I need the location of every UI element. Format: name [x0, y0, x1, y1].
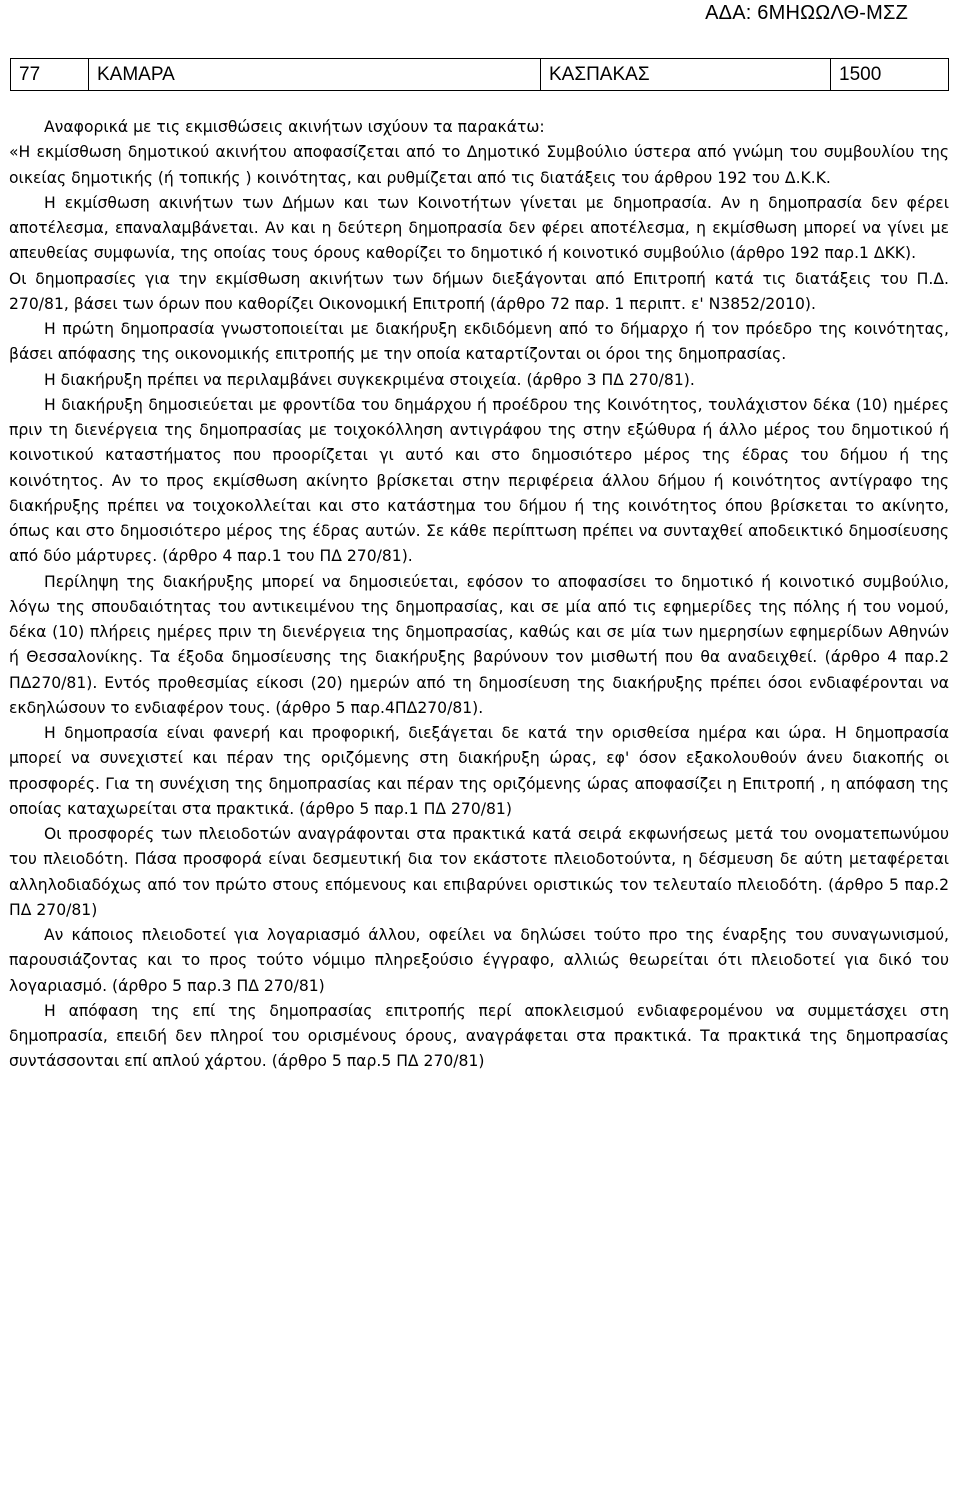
paragraph: Οι δημοπρασίες για την εκμίσθωση ακινήτων των δήμων διεξάγονται από Επιτροπή κατά τις διατάξεις του Π.Δ. 270/81, βάσει των όρων που καθορίζει Οικονομική Επιτροπή (άρθρο 72 παρ. 1 περιπτ. ε' Ν3852/2010).	[9, 269, 949, 313]
paragraph: Περίληψη της διακήρυξης μπορεί να δημοσιεύεται, εφόσον το αποφασίσει το δημοτικό ή κοινοτικό συμβούλιο, λόγω της σπουδαιότητας του αντικειμένου της δημοπρασίας, και σε μία από τις εφημερίδες της πόλης ή του νομού, δέκα (10) πλήρεις ημέρες πριν τη διενέργεια της δημοπρασίας, καθώς και σε μία των ημερησίων εφημερίδων Αθηνών ή Θεσσαλονίκης. Τα έξοδα δημοσίευσης της διακήρυξης βαρύνουν τον μισθωτή που θα αναδειχθεί. (άρθρο 4 παρ.2 ΠΔ270/81). Εντός προθεσμίας είκοσι (20) ημερών από τη δημοσίευση της διακήρυξης πρέπει όσοι ενδιαφέρονται να εκδηλώσουν το ενδιαφέρον τους. (άρθρο 5 παρ.4ΠΔ270/81).	[9, 572, 949, 717]
document-body	[9, 115, 949, 1075]
ada-code: ΑΔΑ: 6ΜΗΩΩΛΘ-ΜΣΖ	[705, 2, 908, 24]
paragraph: Η διακήρυξη δημοσιεύεται με φροντίδα του δημάρχου ή προέδρου της Κοινότητος, τουλάχιστον δέκα (10) ημέρες πριν τη διενέργεια της δημοπρασίας με τοιχοκόλληση αντιγράφου της στην εξώθυρα ή άλλο μέρος του δημοτικού ή κοινοτικού καταστήματος που προορίζεται γι αυτό και στο δημοσιότερο μέρος της έδρας του δήμου ή της κοινότητος. Αν το προς εκμίσθωση ακίνητο βρίσκεται στην περιφέρεια άλλου δήμου ή κοινότητος αντίγραφο της διακήρυξης πρέπει να τοιχοκολλείται και στο κατάστημα του δήμου ή της κοινότητος όπου βρίσκεται το ακίνητο, όπως και στο δημοσιότερο μέρος της έδρας αυτών. Σε κάθε περίπτωση πρέπει να συνταχθεί αποδεικτικό δημοσίευσης από δύο μάρτυρες. (άρθρο 4 παρ.1 του ΠΔ 270/81).	[9, 395, 949, 566]
paragraph: Αν κάποιος πλειοδοτεί για λογαριασμό άλλου, οφείλει να δηλώσει τούτο προ της έναρξης του συναγωνισμού, παρουσιάζοντας και το προς τούτο νόμιμο πληρεξούσιο έγγραφο, αλλιώς θεωρείται ότι πλειοδοτεί για δικό του λογαριασμό. (άρθρο 5 παρ.3 ΠΔ 270/81)	[9, 926, 949, 995]
paragraph: Η πρώτη δημοπρασία γνωστοποιείται με διακήρυξη εκδιδόμενη από το δήμαρχο ή τον πρόεδρο της κοινότητας, βάσει απόφασης της οικονομικής επιτροπής με την οποία καταρτίζονται οι όροι της δημοπρασίας.	[9, 320, 949, 364]
cell-size: 1500	[831, 59, 949, 91]
paragraph: Η δημοπρασία είναι φανερή και προφορική, διεξάγεται δε κατά την ορισθείσα ημέρα και ώρα. Η δημοπρασία μπορεί να συνεχιστεί και πέραν της οριζόμενης στη διακήρυξη ώρας, εφ' όσον εξακολουθούν άνευ διακοπής οι προσφορές. Για τη συνέχιση της δημοπρασίας και πέραν της οριζόμενης ώρας αποφασίζει η Επιτροπή , η απόφαση της οποίας καταχωρείται στα πρακτικά. (άρθρο 5 παρ.1 ΠΔ 270/81)	[9, 724, 949, 818]
paragraph: Αναφορικά με τις εκμισθώσεις ακινήτων ισχύουν τα παρακάτω:	[44, 118, 545, 136]
cell-locality: ΚΑΣΠΑΚΑΣ	[541, 59, 831, 91]
paragraph: Η απόφαση της επί της δημοπρασίας επιτροπής περί αποκλεισμού ενδιαφερομένου να συμμετάσχει στη δημοπρασία, επειδή δεν πληροί του ορισμένους όρους, αναγράφεται στα πρακτικά. Τα πρακτικά της δημοπρασίας συντάσσονται επί απλού χάρτου. (άρθρο 5 παρ.5 ΠΔ 270/81)	[9, 1001, 949, 1071]
cell-number: 77	[11, 59, 89, 91]
paragraph: Οι προσφορές των πλειοδοτών αναγράφονται στα πρακτικά κατά σειρά εκφωνήσεως μετά του ονοματεπωνύμου του πλειοδότη. Πάσα προσφορά είναι δεσμευτική δια τον εκάστοτε πλειοδοτούντα, η δέσμευση δε αύτη μεταφέρεται αλληλοδιαδόχως από τον πρώτο στους επόμενους και επιβαρύνει οριστικώς τον τελευταίο πλειοδότη. (άρθρο 5 παρ.2 ΠΔ 270/81)	[9, 825, 949, 919]
paragraph: «Η εκμίσθωση δημοτικού ακινήτου αποφασίζεται από το Δημοτικό Συμβούλιο ύστερα από γνώμη του συμβουλίου της οικείας δημοτικής (ή τοπικής ) κοινότητας, και ρυθμίζεται από τις διατάξεις του άρθρου 192 του Δ.Κ.Κ.	[9, 143, 949, 187]
property-table-row	[10, 58, 949, 91]
paragraph: Η διακήρυξη πρέπει να περιλαμβάνει συγκεκριμένα στοιχεία. (άρθρο 3 ΠΔ 270/81).	[44, 370, 695, 389]
cell-area: ΚΑΜΑΡΑ	[89, 59, 541, 91]
paragraph: Η εκμίσθωση ακινήτων των Δήμων και των Κοινοτήτων γίνεται με δημοπρασία. Αν η δημοπρασία δεν φέρει αποτέλεσμα, επαναλαμβάνεται. Αν και η δεύτερη δημοπρασία δεν φέρει αποτέλεσμα, η εκμίσθωση μπορεί να γίνει με απευθείας συμφωνία, της οποίας τους όρους καθορίζει το δημοτικό ή κοινοτικό συμβούλιο (άρθρο 192 παρ.1 ΔΚΚ).	[9, 193, 949, 263]
